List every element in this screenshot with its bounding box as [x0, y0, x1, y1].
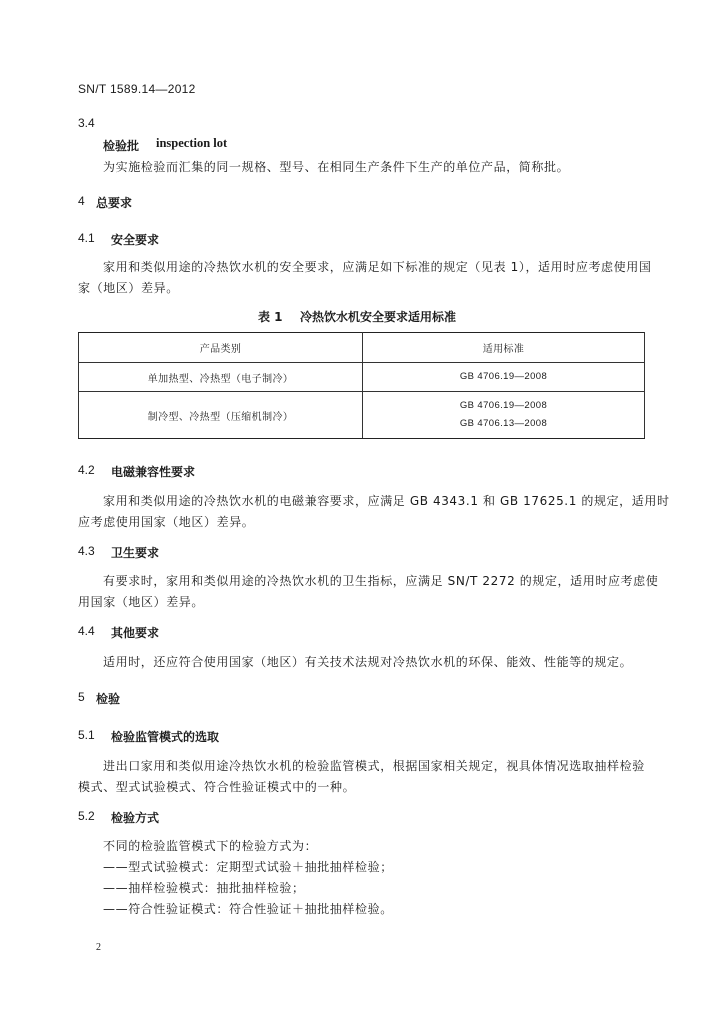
table-caption-title: 冷热饮水机安全要求适用标准 [300, 310, 457, 324]
product-category-cell: 单加热型、冷热型（电子制冷） [79, 363, 363, 392]
term-chinese: 检验批 [103, 139, 140, 153]
table-row [79, 363, 645, 392]
clause-title-4-4: 其他要求 [111, 626, 160, 640]
clause-title-4-1: 安全要求 [111, 233, 160, 247]
paragraph-4-4-line-1: 适用时，还应符合使用国家（地区）有关技术法规对冷热饮水机的环保、能效、性能等的规定。 [103, 655, 633, 669]
clause-title-4-3: 卫生要求 [111, 546, 160, 560]
clause-title-5-2: 检验方式 [111, 811, 160, 825]
table-row [79, 392, 645, 439]
paragraph-4-1-line-1: 家用和类似用途的冷热饮水机的安全要求，应满足如下标准的规定（见表 1），适用时应考虑使用国 [103, 260, 652, 274]
column-header-standard: 适用标准 [363, 333, 645, 363]
list-item: ——抽样检验模式：抽批抽样检验； [103, 881, 305, 895]
paragraph-5-2-intro: 不同的检验监管模式下的检验方式为： [103, 839, 318, 853]
clause-title-5-1: 检验监管模式的选取 [111, 730, 220, 744]
paragraph-5-1-line-2: 模式、型式试验模式、符合性验证模式中的一种。 [78, 780, 356, 794]
standard-reference: GB 4706.19—2008 [459, 371, 548, 382]
clause-number-5-2: 5.2 [78, 809, 95, 823]
standard-cell [363, 363, 645, 392]
clause-number-4: 4 [78, 194, 85, 208]
clause-title-5: 检验 [96, 692, 121, 706]
clause-title-4-2: 电磁兼容性要求 [111, 465, 196, 479]
clause-number-4-2: 4.2 [78, 463, 95, 477]
term-english: inspection lot [156, 136, 228, 150]
page-number: 2 [96, 942, 101, 953]
table-header-row [79, 333, 645, 363]
clause-number-5: 5 [78, 690, 85, 704]
clause-number-4-1: 4.1 [78, 231, 95, 245]
paragraph-5-1-line-1: 进出口家用和类似用途冷热饮水机的检验监管模式，根据国家相关规定，视具体情况选取抽样检验 [103, 759, 645, 773]
document-code: SN/T 1589.14—2012 [78, 82, 196, 96]
list-item: ——符合性验证模式：符合性验证＋抽批抽样检验。 [103, 902, 393, 916]
clause-number-3-4: 3.4 [78, 116, 95, 130]
table-caption-number: 表 1 [258, 310, 283, 324]
clause-number-5-1: 5.1 [78, 728, 95, 742]
clause-number-4-3: 4.3 [78, 544, 95, 558]
list-item: ——型式试验模式：定期型式试验＋抽批抽样检验； [103, 860, 393, 874]
column-header-product: 产品类别 [79, 333, 363, 363]
standard-reference: GB 4706.13—2008 [459, 418, 548, 429]
paragraph-4-3-line-2: 用国家（地区）差异。 [78, 595, 205, 609]
standards-table [78, 332, 645, 439]
paragraph-4-2-line-1: 家用和类似用途的冷热饮水机的电磁兼容要求，应满足 GB 4343.1 和 GB 17625.1 的规定，适用时 [103, 494, 670, 508]
clause-number-4-4: 4.4 [78, 624, 95, 638]
paragraph-4-3-line-1: 有要求时，家用和类似用途的冷热饮水机的卫生指标，应满足 SN/T 2272 的规定，适用时应考虑使 [103, 574, 659, 588]
clause-title-4: 总要求 [96, 196, 133, 210]
product-category-cell: 制冷型、冷热型（压缩机制冷） [79, 392, 363, 439]
standard-reference: GB 4706.19—2008 [459, 400, 548, 411]
standard-cell [363, 392, 645, 439]
paragraph-4-1-line-2: 家（地区）差异。 [78, 281, 179, 295]
paragraph-4-2-line-2: 应考虑使用国家（地区）差异。 [78, 515, 255, 529]
term-definition: 为实施检验而汇集的同一规格、型号、在相同生产条件下生产的单位产品，简称批。 [103, 160, 570, 174]
